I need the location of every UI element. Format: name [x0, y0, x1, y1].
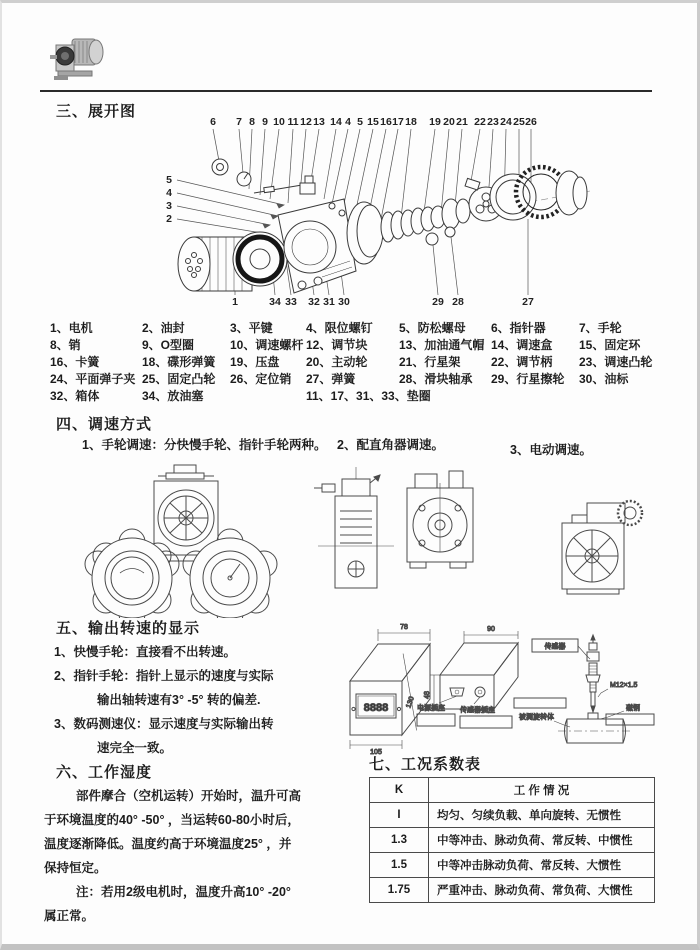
part-number: 5: [166, 174, 172, 186]
s6-line-5: 注：若用2级电机时，温度升高10° -20°: [76, 885, 291, 899]
s5-line-2b: 输出轴转速有3° -5° 转的偏差.: [97, 693, 261, 707]
table-row: [370, 828, 655, 853]
part-item: 18、碟形弹簧: [142, 355, 216, 369]
electric-adjust-unit: [562, 501, 642, 594]
rotating-body: [558, 713, 632, 743]
section3-title: 三、展开图: [56, 103, 137, 120]
k-value: I: [370, 803, 429, 828]
exploded-view-diagram: [2, 108, 697, 313]
s5-line-3b: 速完全一致。: [97, 741, 173, 755]
part-item: 11、17、31、33、垫圈: [306, 389, 431, 403]
parts-list: [50, 319, 656, 404]
part-number: 30: [338, 296, 350, 308]
part-item: 28、滑块轴承: [399, 372, 473, 386]
part-number: 19: [429, 116, 441, 128]
s4-item-3: 3、电动调速。: [510, 443, 592, 457]
part-number: 28: [452, 296, 464, 308]
part-item: 14、调速盒: [491, 338, 553, 352]
right-angle-unit-front: [407, 471, 473, 568]
header-rule: [40, 90, 652, 92]
part-number: 7: [236, 116, 242, 128]
k-value: 1.5: [370, 853, 429, 878]
part-item: 7、手轮: [579, 321, 622, 335]
part-number: 26: [525, 116, 537, 128]
pressure-plate-part: [347, 202, 383, 264]
part-number: 5: [357, 116, 363, 128]
label-thread: M12×1.5: [610, 682, 638, 689]
part-item: 29、行星擦轮: [491, 372, 565, 386]
part-item: 19、压盘: [230, 355, 280, 369]
k-value: 1.3: [370, 828, 429, 853]
part-number: 6: [210, 116, 216, 128]
s5-line-1: 1、快慢手轮：直接看不出转速。: [54, 645, 236, 659]
part-item: 9、O型圈: [142, 338, 195, 352]
table-row: [370, 878, 655, 903]
k-value: 1.75: [370, 878, 429, 903]
part-item: 24、平面弹子夹: [50, 372, 136, 386]
part-number: 11: [287, 116, 299, 128]
part-item: 8、销: [50, 338, 81, 352]
s5-line-2: 2、指针手轮：指针上显示的速度与实际: [54, 669, 274, 683]
section7-title: 七、工况系数表: [369, 756, 482, 773]
part-number: 22: [474, 116, 486, 128]
part-number: 23: [487, 116, 499, 128]
part-item: 26、定位销: [230, 372, 292, 386]
part-number: 3: [166, 200, 172, 212]
tachometer-illustrations: [342, 613, 672, 763]
part-item: 4、限位螺钉: [306, 321, 373, 335]
part-number: 1: [232, 296, 238, 308]
part-number: 15: [367, 116, 379, 128]
part-number: 4: [166, 187, 172, 199]
condition-text: 中等冲击脉动负荷、常反转、大惯性: [429, 853, 655, 878]
part-item: 34、放油塞: [142, 389, 204, 403]
s6-line-4: 保持恒定。: [44, 861, 107, 875]
gear-motor-photo: [48, 31, 108, 87]
part-number: 16: [380, 116, 392, 128]
part-number: 33: [285, 296, 297, 308]
dim-130: 130: [405, 695, 416, 710]
part-number: 20: [443, 116, 455, 128]
tach-display-digits: 8888: [363, 702, 389, 714]
s6-line-1: 部件摩合（空机运转）开始时，温升可高: [76, 789, 302, 803]
part-item: 23、调速凸轮: [579, 355, 653, 369]
handwheel-pointer-dial: [183, 529, 277, 618]
part-number: 12: [300, 116, 312, 128]
condition-text: 均匀、匀续负载、单向旋转、无惯性: [429, 803, 655, 828]
part-number: 17: [392, 116, 404, 128]
handwheel-plain: [85, 529, 179, 618]
label-magnet: 磁钢: [626, 705, 640, 712]
part-number: 4: [345, 116, 351, 128]
part-number: 13: [313, 116, 325, 128]
section4-title: 四、调速方式: [56, 416, 153, 433]
dim-105: 105: [370, 749, 382, 756]
part-item: 2、油封: [142, 321, 185, 335]
part-number: 29: [432, 296, 444, 308]
spring-washer-chain: [381, 199, 470, 242]
tachometer-front-3d: [350, 644, 430, 735]
part-number: 18: [405, 116, 417, 128]
s6-line-3: 温度逐渐降低。温度约高于环境温度25° ，并: [44, 837, 292, 851]
dim-48: 48: [424, 691, 431, 699]
part-number: 34: [269, 296, 281, 308]
part-item: 25、固定凸轮: [142, 372, 216, 386]
part-number: 24: [500, 116, 512, 128]
blank-box: [460, 716, 512, 728]
part-item: 12、调节块: [306, 338, 368, 352]
condition-text: 中等冲击、脉动负荷、常反转、中惯性: [429, 828, 655, 853]
right-angle-unit-side: [314, 467, 394, 588]
blank-box: [417, 714, 455, 726]
part-number: 14: [330, 116, 342, 128]
s6-line-6: 属正常。: [44, 909, 95, 923]
ring-part: [490, 174, 536, 220]
motor-part: [178, 232, 287, 291]
part-number: 9: [262, 116, 268, 128]
part-item: 3、平键: [230, 321, 273, 335]
dimension-lines: [350, 629, 430, 749]
part-item: 6、指针器: [491, 321, 546, 335]
part-number: 31: [323, 296, 335, 308]
part-item: 27、弹簧: [306, 372, 356, 386]
s4-item-2: 2、配直角器调速。: [337, 438, 444, 452]
table-header-condition: 工 作 情 况: [429, 778, 655, 803]
part-item: 1、电机: [50, 321, 93, 335]
part-number: 8: [249, 116, 255, 128]
part-item: 32、箱体: [50, 389, 100, 403]
tachometer-rear-3d: [440, 643, 518, 709]
sensor-assembly: [586, 635, 600, 712]
duty-factor-table: [369, 777, 655, 903]
part-item: 13、加油通气帽: [399, 338, 485, 352]
speed-adjust-illustrations: [2, 458, 697, 618]
section5-title: 五、输出转速的显示: [56, 620, 201, 637]
table-header-row: [370, 778, 655, 803]
part-number: 27: [522, 296, 534, 308]
part-item: 5、防松螺母: [399, 321, 466, 335]
label-rotating-body: 被测旋转体: [519, 714, 554, 721]
part-item: 21、行星架: [399, 355, 461, 369]
table-row: [370, 803, 655, 828]
label-sensor-socket: 传感器插座: [460, 707, 495, 714]
part-item: 16、卡簧: [50, 355, 100, 369]
dim-78: 78: [400, 624, 408, 631]
part-number: 32: [308, 296, 320, 308]
section6-title: 六、工作湿度: [56, 764, 153, 781]
label-power-socket: 电源插座: [417, 705, 445, 712]
part-number: 2: [166, 213, 172, 225]
part-item: 15、固定环: [579, 338, 641, 352]
table-row: [370, 853, 655, 878]
label-sensor: 传感器: [544, 643, 566, 651]
part-number: 21: [456, 116, 468, 128]
part-item: 20、主动轮: [306, 355, 368, 369]
s4-item-1: 1、手轮调速：分快慢手轮、指针手轮两种。: [82, 438, 327, 452]
part-item: 10、调速螺杆: [230, 338, 304, 352]
end-cap-part: [556, 171, 587, 215]
part-number: 10: [273, 116, 285, 128]
part-number: 25: [513, 116, 525, 128]
dim-90: 90: [487, 626, 495, 633]
blank-box: [514, 698, 566, 708]
condition-text: 严重冲击、脉动负荷、常负荷、大惯性: [429, 878, 655, 903]
part-item: 30、油标: [579, 372, 629, 386]
part-item: 22、调节柄: [491, 355, 553, 369]
s6-line-2: 于环境温度的40° -50° ，当运转60-80小时后，: [44, 813, 300, 827]
table-header-k: K: [370, 778, 429, 803]
s5-line-3: 3、数码测速仪：显示速度与实际输出转: [54, 717, 274, 731]
